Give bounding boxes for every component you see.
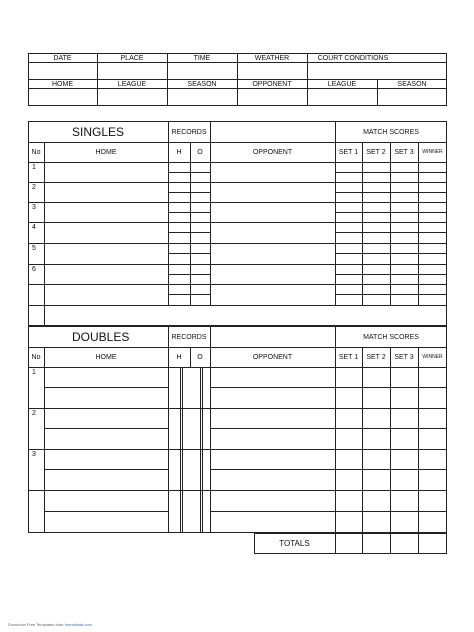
doubles-records-label: RECORDS bbox=[171, 334, 207, 341]
singles-row-number: 4 bbox=[32, 224, 36, 231]
opponent-league-label: LEAGUE bbox=[327, 81, 357, 88]
singles-home-header: HOME bbox=[95, 149, 117, 156]
footer-text: Download Free Templates from bbox=[8, 622, 64, 627]
singles-opponent-header: OPPONENT bbox=[252, 149, 293, 156]
singles-no-header: No bbox=[31, 149, 41, 156]
place-label: PLACE bbox=[120, 55, 144, 62]
singles-row-number: 1 bbox=[32, 164, 36, 171]
singles-title: SINGLES bbox=[72, 125, 125, 139]
doubles-no-header: No bbox=[31, 354, 41, 361]
opponent-label: OPPONENT bbox=[252, 81, 292, 88]
doubles-opponent-header: OPPONENT bbox=[252, 354, 293, 361]
singles-o-header: O bbox=[197, 149, 203, 156]
singles-row-number: 2 bbox=[32, 184, 36, 191]
court-conditions-label: COURT CONDITIONS bbox=[317, 55, 389, 62]
doubles-row-number: 1 bbox=[32, 369, 36, 376]
singles-h-header: H bbox=[176, 149, 182, 156]
singles-winner-header: WINNER bbox=[422, 149, 443, 155]
opponent-season-label: SEASON bbox=[397, 81, 427, 88]
doubles-set3-header: SET 3 bbox=[394, 354, 414, 361]
doubles-title: DOUBLES bbox=[72, 330, 130, 344]
doubles-row-number: 2 bbox=[32, 410, 36, 417]
doubles-match-scores-label: MATCH SCORES bbox=[363, 334, 419, 341]
doubles-set1-header: SET 1 bbox=[338, 354, 359, 361]
doubles-row-number: 3 bbox=[32, 451, 36, 458]
doubles-winner-header: WINNER bbox=[422, 354, 443, 360]
singles-set2-header: SET 2 bbox=[366, 149, 386, 156]
singles-set1-header: SET 1 bbox=[338, 149, 359, 156]
weather-label: WEATHER bbox=[254, 55, 290, 62]
home-label: HOME bbox=[52, 81, 73, 88]
doubles-o-header: O bbox=[197, 354, 203, 361]
season-label: SEASON bbox=[187, 81, 217, 88]
footer-link[interactable]: formsbirds.com bbox=[64, 622, 92, 627]
singles-records-label: RECORDS bbox=[171, 129, 207, 136]
doubles-set2-header: SET 2 bbox=[366, 354, 386, 361]
singles-row-number: 3 bbox=[32, 204, 36, 211]
time-label: TIME bbox=[193, 55, 211, 62]
singles-match-scores-label: MATCH SCORES bbox=[363, 129, 419, 136]
doubles-home-header: HOME bbox=[95, 354, 117, 361]
date-label: DATE bbox=[53, 55, 72, 62]
doubles-h-header: H bbox=[176, 354, 182, 361]
singles-row-number: 5 bbox=[32, 245, 36, 252]
totals-label: TOTALS bbox=[279, 539, 310, 548]
footer bbox=[8, 622, 92, 627]
singles-set3-header: SET 3 bbox=[394, 149, 414, 156]
singles-row-number: 6 bbox=[32, 266, 36, 273]
league-label: LEAGUE bbox=[117, 81, 147, 88]
